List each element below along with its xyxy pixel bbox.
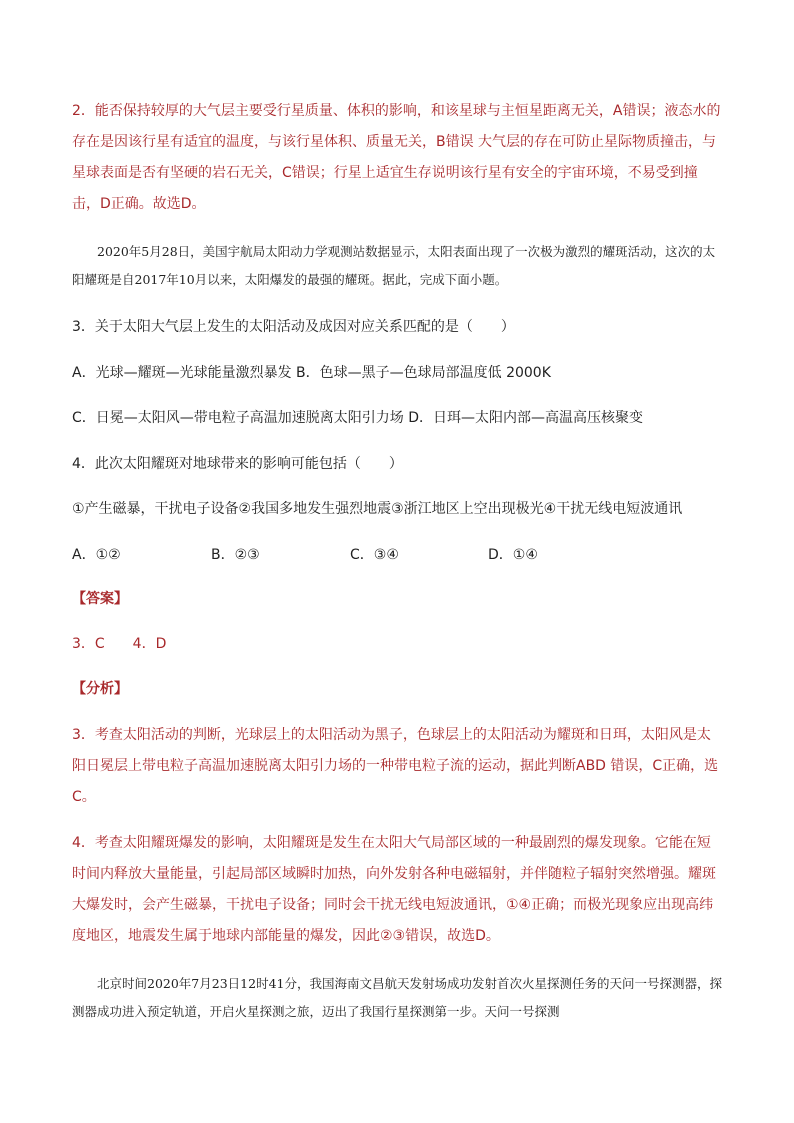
q3-stem: 3．关于太阳大气层上发生的太阳活动及成因对应关系匹配的是（ ） [72, 319, 515, 335]
answer-text: 3．C 4．D [72, 636, 167, 652]
explanation-q2: 2．能否保持较厚的大气层主要受行星质量、体积的影响，和该星球与主恒星距离无关，A错误；液态水的存在是因该行星有适宜的温度，与该行星体积、质量无关，B错误 大气层的存在可防止星际物质撞击，与星球表面是否有坚硬的岩石无关，C错误；行星上适宜生存说明该行星有安全的宇宙环境，不易受到撞击，D正确。故选D。 [72, 103, 721, 212]
answer-heading: 【答案】 [72, 591, 128, 607]
q3-options-cd: C．日冕—太阳风—带电粒子高温加速脱离太阳引力场 D．日珥—太阳内部—高温高压核聚变 [72, 410, 644, 426]
q4-option-b: B．②③ [211, 547, 260, 563]
q3-options-ab: A．光球—耀斑—光球能量激烈暴发 B．色球—黑子—色球局部温度低 2000K [72, 365, 551, 381]
passage-solar-flare: 2020年5月28日，美国宇航局太阳动力学观测站数据显示，太阳表面出现了一次极为激烈的耀斑活动，这次的太阳耀斑是自2017年10月以来，太阳爆发的最强的耀斑。据此，完成下面小题。 [72, 244, 716, 287]
q4-option-a: A．①② [72, 547, 121, 563]
q4-stem: 4．此次太阳耀斑对地球带来的影响可能包括（ ） [72, 456, 403, 472]
analysis-q3: 3．考查太阳活动的判断，光球层上的太阳活动为黑子，色球层上的太阳活动为耀斑和日珥，太阳风是太阳日冕层上带电粒子高温加速脱离太阳引力场的一种带电粒子流的运动，据此判断ABD 错误，C正确，选C。 [72, 727, 719, 805]
analysis-q4: 4．考查太阳耀斑爆发的影响，太阳耀斑是发生在太阳大气局部区域的一种最剧烈的爆发现象。它能在短时间内释放大量能量，引起局部区域瞬时加热，向外发射各种电磁辐射，并伴随粒子辐射突然增强。耀斑大爆发时，会产生磁暴，干扰电子设备；同时会干扰无线电短波通讯，①④正确；而极光现象应出现高纬度地区，地震发生属于地球内部能量的爆发，因此②③错误，故选D。 [72, 835, 716, 944]
q4-options [72, 543, 724, 567]
passage-tianwen: 北京时间2020年7月23日12时41分，我国海南文昌航天发射场成功发射首次火星探测任务的天问一号探测器，探测器成功进入预定轨道，开启火星探测之旅，迈出了我国行星探测第一步。天问一号探测 [72, 976, 722, 1019]
analysis-heading: 【分析】 [72, 681, 128, 697]
q4-option-c: C．③④ [350, 547, 399, 563]
q4-option-d: D．①④ [488, 547, 538, 563]
q4-statements: ①产生磁暴，干扰电子设备②我国多地发生强烈地震③浙江地区上空出现极光④干扰无线电短波通讯 [72, 501, 683, 517]
